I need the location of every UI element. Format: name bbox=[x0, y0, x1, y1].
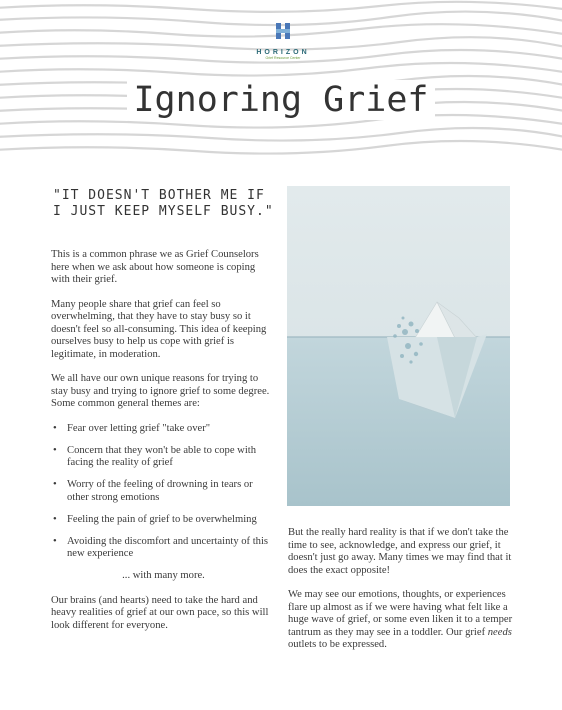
page-header bbox=[0, 0, 562, 160]
list-item-text: Feeling the pain of grief to be overwhelming bbox=[67, 513, 257, 525]
closing-paragraph: Our brains (and hearts) need to take the hard and heavy realities of grief at our own pace, so this will look different for everyone. bbox=[51, 594, 269, 631]
list-item bbox=[51, 423, 276, 436]
sinking-paper-boat-image bbox=[287, 186, 510, 506]
busy-paragraph: Many people share that grief can feel so overwhelming, that they have to stay busy so it doesn't feel so all-consuming. This idea of keeping ourselves busy to help us cope with grief is legitimate, in moderation. bbox=[51, 298, 267, 360]
list-item bbox=[51, 514, 276, 527]
pull-quote: "IT DOESN'T BOTHER ME IF I JUST KEEP MYSELF BUSY." bbox=[53, 188, 274, 219]
list-item bbox=[51, 445, 276, 470]
bullet: • bbox=[53, 422, 57, 434]
bullet: • bbox=[53, 513, 57, 525]
emphasis-needs: needs bbox=[487, 626, 512, 638]
page-title bbox=[0, 80, 562, 120]
emotions-paragraph bbox=[288, 589, 513, 652]
right-column bbox=[288, 527, 513, 664]
emotions-text-start: We may see our emotions, thoughts, or experiences flare up almost as if we were having what felt like a huge wave of grief, or some even liken it to a temper tantrum as they may see in a toddler. Our grief bbox=[288, 589, 513, 638]
list-item bbox=[51, 536, 276, 561]
paper-boat-photo bbox=[287, 186, 510, 506]
left-column bbox=[51, 249, 276, 644]
bullet: • bbox=[53, 444, 57, 456]
reasons-paragraph: We all have our own unique reasons for trying to stay busy and trying to ignore grief to some degree. Some common general themes are: bbox=[51, 373, 270, 409]
logo-tagline: Grief Resource Center bbox=[265, 56, 301, 60]
horizon-h-logo-icon bbox=[274, 22, 292, 40]
emotions-text-end: outlets to be expressed. bbox=[288, 639, 387, 650]
list-item bbox=[51, 479, 276, 504]
list-item-text: Worry of the feeling of drowning in tears or other strong emotions bbox=[67, 479, 253, 503]
more-note: ... with many more. bbox=[122, 570, 205, 581]
hard-reality-paragraph: But the really hard reality is that if we don't take the time to see, acknowledge, and express our grief, it doesn't just go away. Many times we may find that it does the exact opposite! bbox=[288, 527, 512, 576]
list-item-text: Concern that they won't be able to cope with facing the reality of grief bbox=[67, 444, 257, 468]
logo-name: HORIZON bbox=[256, 49, 310, 56]
list-item-text: Avoiding the discomfort and uncertainty of this new experience bbox=[67, 535, 269, 559]
bullet: • bbox=[53, 535, 57, 547]
themes-list bbox=[51, 423, 276, 561]
list-item-text: Fear over letting grief "take over" bbox=[67, 422, 211, 434]
intro-paragraph: This is a common phrase we as Grief Counselors here when we ask about how someone is coping with their grief. bbox=[51, 249, 259, 285]
page-title-text: Ignoring Grief bbox=[127, 80, 434, 120]
horizon-logo bbox=[238, 22, 328, 60]
bullet: • bbox=[53, 479, 57, 490]
